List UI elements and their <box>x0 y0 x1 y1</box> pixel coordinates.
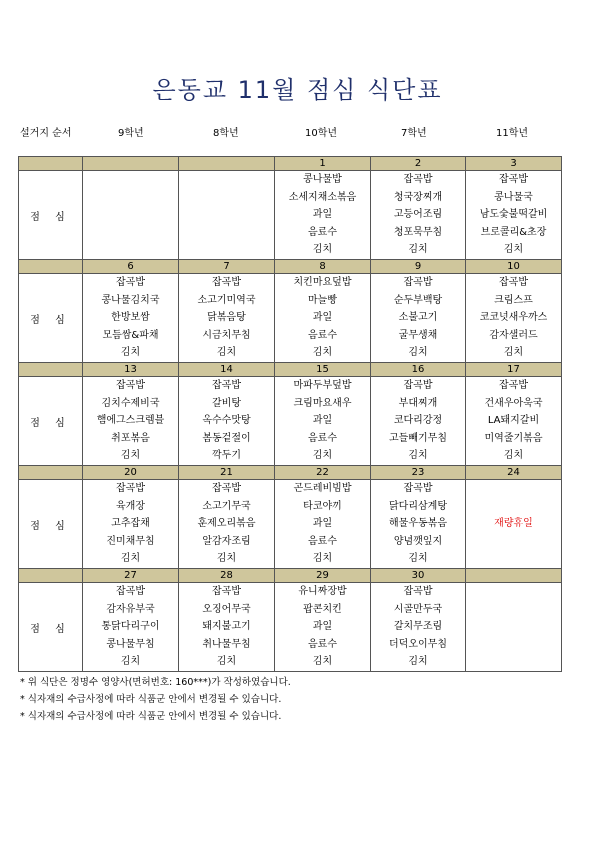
menu-item: 감자샐러드 <box>489 329 538 341</box>
date-cell: 21 <box>179 466 275 480</box>
date-header-blank <box>19 466 83 480</box>
date-cell: 7 <box>179 260 275 274</box>
menu-item: 감자유부국 <box>106 603 155 615</box>
date-cell: 9 <box>371 260 466 274</box>
date-cell: 13 <box>83 363 179 377</box>
menu-item: 갈비탕 <box>212 397 241 409</box>
menu-cell <box>371 171 466 260</box>
menu-item: 음료수 <box>308 432 337 444</box>
menu-item: 잡곡밥 <box>499 277 528 288</box>
menu-item: 콩나물밥 <box>303 174 342 185</box>
page-title: 은동교 11월 점심 식단표 <box>152 76 443 104</box>
menu-cell <box>466 377 562 466</box>
menu-item: 양념깻잎지 <box>393 535 443 547</box>
note-change-2: * 식자재의 수급사정에 따라 식품군 안에서 변경될 수 있습니다. <box>20 711 282 722</box>
menu-item: 잡곡밥 <box>403 277 433 288</box>
menu-item: 한방보쌈 <box>111 312 150 324</box>
menu-item: 깍두기 <box>212 450 241 462</box>
menu-item: 시골만두국 <box>393 603 443 615</box>
meal-label: 점 심 <box>19 274 83 363</box>
menu-item: 소고기무국 <box>202 500 251 512</box>
menu-item: 김치 <box>408 656 428 668</box>
menu-item: 음료수 <box>308 226 337 238</box>
menu-item: 청국장찌개 <box>393 191 443 203</box>
menu-item: 잡곡밥 <box>212 277 241 288</box>
menu-item: 잡곡밥 <box>403 174 433 185</box>
menu-item: 봄동겉절이 <box>202 432 251 444</box>
menu-item: 브로콜리&초장 <box>480 226 547 238</box>
menu-item: 잡곡밥 <box>116 277 145 288</box>
menu-item: 김치 <box>503 244 524 256</box>
menu-item: 고들빼기무침 <box>389 432 447 444</box>
menu-item: 김치 <box>312 553 333 565</box>
menu-cell <box>179 171 275 260</box>
menu-item: 김치 <box>216 553 237 565</box>
menu-item: 유니짜장밥 <box>298 586 347 597</box>
menu-item: 과일 <box>312 415 333 427</box>
menu-cell <box>466 480 562 569</box>
order-grade-3: 10학년 <box>305 128 338 139</box>
date-cell: 3 <box>466 157 562 171</box>
menu-item: 타코야끼 <box>303 500 342 512</box>
menu-item: 김치 <box>503 347 524 359</box>
menu-table <box>18 156 562 672</box>
menu-item: 곤드레비빔밥 <box>293 483 352 494</box>
menu-item: 잡곡밥 <box>116 483 145 494</box>
menu-item: 갈치무조림 <box>393 621 443 633</box>
menu-item: 옥수수맛탕 <box>202 415 251 427</box>
menu-item: 더덕오이무침 <box>389 638 447 650</box>
menu-cell <box>466 274 562 363</box>
date-cell: 16 <box>371 363 466 377</box>
menu-item: 콩나물무침 <box>106 638 155 650</box>
menu-item: 알감자조림 <box>202 535 251 547</box>
menu-cell <box>466 171 562 260</box>
menu-item: 김치 <box>216 347 237 359</box>
meal-label: 점 심 <box>19 171 83 260</box>
menu-item: 김치 <box>312 244 333 256</box>
menu-item: 육개장 <box>116 500 145 512</box>
menu-item: 닭볶음탕 <box>207 312 246 324</box>
date-cell: 14 <box>179 363 275 377</box>
menu-item: 음료수 <box>308 638 337 650</box>
notes <box>20 674 291 725</box>
menu-cell <box>179 377 275 466</box>
menu-item: 김치 <box>120 656 141 668</box>
menu-item: 잡곡밥 <box>403 483 433 494</box>
menu-item: 잡곡밥 <box>212 483 241 494</box>
menu-item: 통닭다리구이 <box>101 621 160 633</box>
menu-item: 김치 <box>120 450 141 462</box>
menu-cell <box>371 583 466 672</box>
menu-cell <box>275 480 371 569</box>
menu-item: 고추잡채 <box>111 518 150 530</box>
date-cell: 17 <box>466 363 562 377</box>
week-date-row <box>19 569 562 583</box>
week-menu-row <box>19 480 562 569</box>
menu-item: 김치 <box>120 553 141 565</box>
order-grade-1: 9학년 <box>118 128 144 139</box>
date-cell <box>83 157 179 171</box>
menu-item: 마파두부덮밥 <box>293 380 352 391</box>
menu-item: 취나물무침 <box>202 638 251 650</box>
menu-item: 김치수제비국 <box>101 397 160 409</box>
menu-item: 과일 <box>312 209 333 221</box>
menu-item: 김치 <box>503 450 524 462</box>
week-menu-row <box>19 377 562 466</box>
menu-item: 잡곡밥 <box>116 586 145 597</box>
order-label: 설거지 순서 <box>20 128 72 139</box>
date-header-blank <box>19 157 83 171</box>
menu-item: 김치 <box>312 450 333 462</box>
date-cell: 22 <box>275 466 371 480</box>
menu-item: 잡곡밥 <box>212 380 241 391</box>
meal-label: 점 심 <box>19 377 83 466</box>
date-cell: 8 <box>275 260 371 274</box>
dishwashing-order <box>18 124 578 138</box>
menu-item: 잡곡밥 <box>403 586 433 597</box>
menu-item: 크림스프 <box>494 294 533 306</box>
menu-item: 소세지채소볶음 <box>288 191 357 203</box>
menu-item: 음료수 <box>308 329 337 341</box>
menu-item: 잡곡밥 <box>212 586 241 597</box>
menu-item: 김치 <box>408 450 428 462</box>
menu-item: 취포볶음 <box>111 432 150 444</box>
menu-cell <box>83 171 179 260</box>
menu-item: 콩나물국 <box>494 191 533 203</box>
menu-item: 코다리강정 <box>393 415 443 427</box>
menu-item: 해물우동볶음 <box>389 518 447 530</box>
meal-label: 점 심 <box>19 583 83 672</box>
date-cell: 2 <box>371 157 466 171</box>
date-header-blank <box>19 569 83 583</box>
date-cell: 24 <box>466 466 562 480</box>
date-cell: 29 <box>275 569 371 583</box>
menu-item: 부대찌개 <box>398 397 438 409</box>
menu-cell <box>83 583 179 672</box>
menu-item: 닭다리삼계탕 <box>389 500 447 512</box>
menu-item: 크림마요새우 <box>293 397 352 409</box>
menu-cell <box>83 274 179 363</box>
menu-cell <box>466 583 562 672</box>
week-menu-row <box>19 274 562 363</box>
menu-item: 과일 <box>312 312 333 324</box>
order-grade-4: 7학년 <box>401 128 427 139</box>
menu-item: 잡곡밥 <box>403 380 433 391</box>
menu-cell <box>179 274 275 363</box>
menu-item: 콩나물김치국 <box>101 294 160 306</box>
date-cell <box>179 157 275 171</box>
menu-item: 순두부백탕 <box>393 294 443 306</box>
date-cell: 28 <box>179 569 275 583</box>
week-menu-row <box>19 583 562 672</box>
menu-item: 김치 <box>216 656 237 668</box>
date-cell: 6 <box>83 260 179 274</box>
menu-item: 잡곡밥 <box>499 380 528 391</box>
meal-label: 점 심 <box>19 480 83 569</box>
menu-item: 오징어무국 <box>202 603 251 615</box>
menu-item: 마늘빵 <box>308 294 337 306</box>
menu-item: 모듬쌈&파채 <box>102 329 159 341</box>
menu-item: 훈제오리볶음 <box>197 518 256 530</box>
date-cell: 15 <box>275 363 371 377</box>
menu-item: 김치 <box>408 553 428 565</box>
date-header-blank <box>19 260 83 274</box>
menu-item: 고등어조림 <box>393 209 443 221</box>
menu-cell <box>275 377 371 466</box>
menu-cell <box>179 480 275 569</box>
week-date-row <box>19 466 562 480</box>
menu-item: 과일 <box>312 518 333 530</box>
order-grade-2: 8학년 <box>213 128 239 139</box>
date-cell: 1 <box>275 157 371 171</box>
week-menu-row <box>19 171 562 260</box>
menu-item: 김치 <box>312 347 333 359</box>
menu-item: 청포묵무침 <box>393 226 443 238</box>
menu-item: 김치 <box>408 244 428 256</box>
menu-item: 김치 <box>408 347 428 359</box>
menu-item: 소고기미역국 <box>197 294 256 306</box>
week-date-row <box>19 157 562 171</box>
menu-cell <box>179 583 275 672</box>
date-cell: 27 <box>83 569 179 583</box>
menu-item: 과일 <box>312 621 333 633</box>
menu-item: 김치 <box>120 347 141 359</box>
menu-item: 미역줄기볶음 <box>484 432 543 444</box>
menu-item: 소불고기 <box>398 312 438 324</box>
date-cell <box>466 569 562 583</box>
menu-item: 팝콘치킨 <box>303 603 342 615</box>
menu-item: LA돼지갈비 <box>487 415 540 427</box>
menu-item: 치킨마요덮밥 <box>293 277 352 288</box>
menu-item: 굴무생채 <box>398 329 438 341</box>
menu-item: 잡곡밥 <box>499 174 528 185</box>
menu-item: 남도숯불떡갈비 <box>479 209 548 221</box>
date-cell: 10 <box>466 260 562 274</box>
menu-cell <box>371 377 466 466</box>
menu-item: 건새우아욱국 <box>484 397 543 409</box>
date-header-blank <box>19 363 83 377</box>
menu-cell <box>371 274 466 363</box>
menu-item: 진미채무침 <box>106 535 155 547</box>
date-cell: 30 <box>371 569 466 583</box>
menu-cell <box>275 583 371 672</box>
menu-item: 시금치무침 <box>202 329 251 341</box>
menu-item: 김치 <box>312 656 333 668</box>
menu-item: 음료수 <box>308 535 337 547</box>
week-date-row <box>19 363 562 377</box>
holiday-label: 재량휴일 <box>494 518 533 529</box>
order-grade-5: 11학년 <box>496 128 529 139</box>
menu-item: 코코넛새우까스 <box>479 312 548 324</box>
menu-cell <box>83 377 179 466</box>
menu-item: 잡곡밥 <box>116 380 145 391</box>
menu-cell <box>83 480 179 569</box>
menu-item: 돼지불고기 <box>202 621 251 633</box>
date-cell: 20 <box>83 466 179 480</box>
menu-cell <box>275 171 371 260</box>
menu-cell <box>371 480 466 569</box>
menu-item: 햄에그스크렘블 <box>96 415 165 427</box>
week-date-row <box>19 260 562 274</box>
note-change-1: * 식자재의 수급사정에 따라 식품군 안에서 변경될 수 있습니다. <box>20 694 282 705</box>
note-nutritionist: * 위 식단은 정명수 영양사(면허번호: 160***)가 작성하였습니다. <box>20 677 291 688</box>
date-cell: 23 <box>371 466 466 480</box>
menu-cell <box>275 274 371 363</box>
